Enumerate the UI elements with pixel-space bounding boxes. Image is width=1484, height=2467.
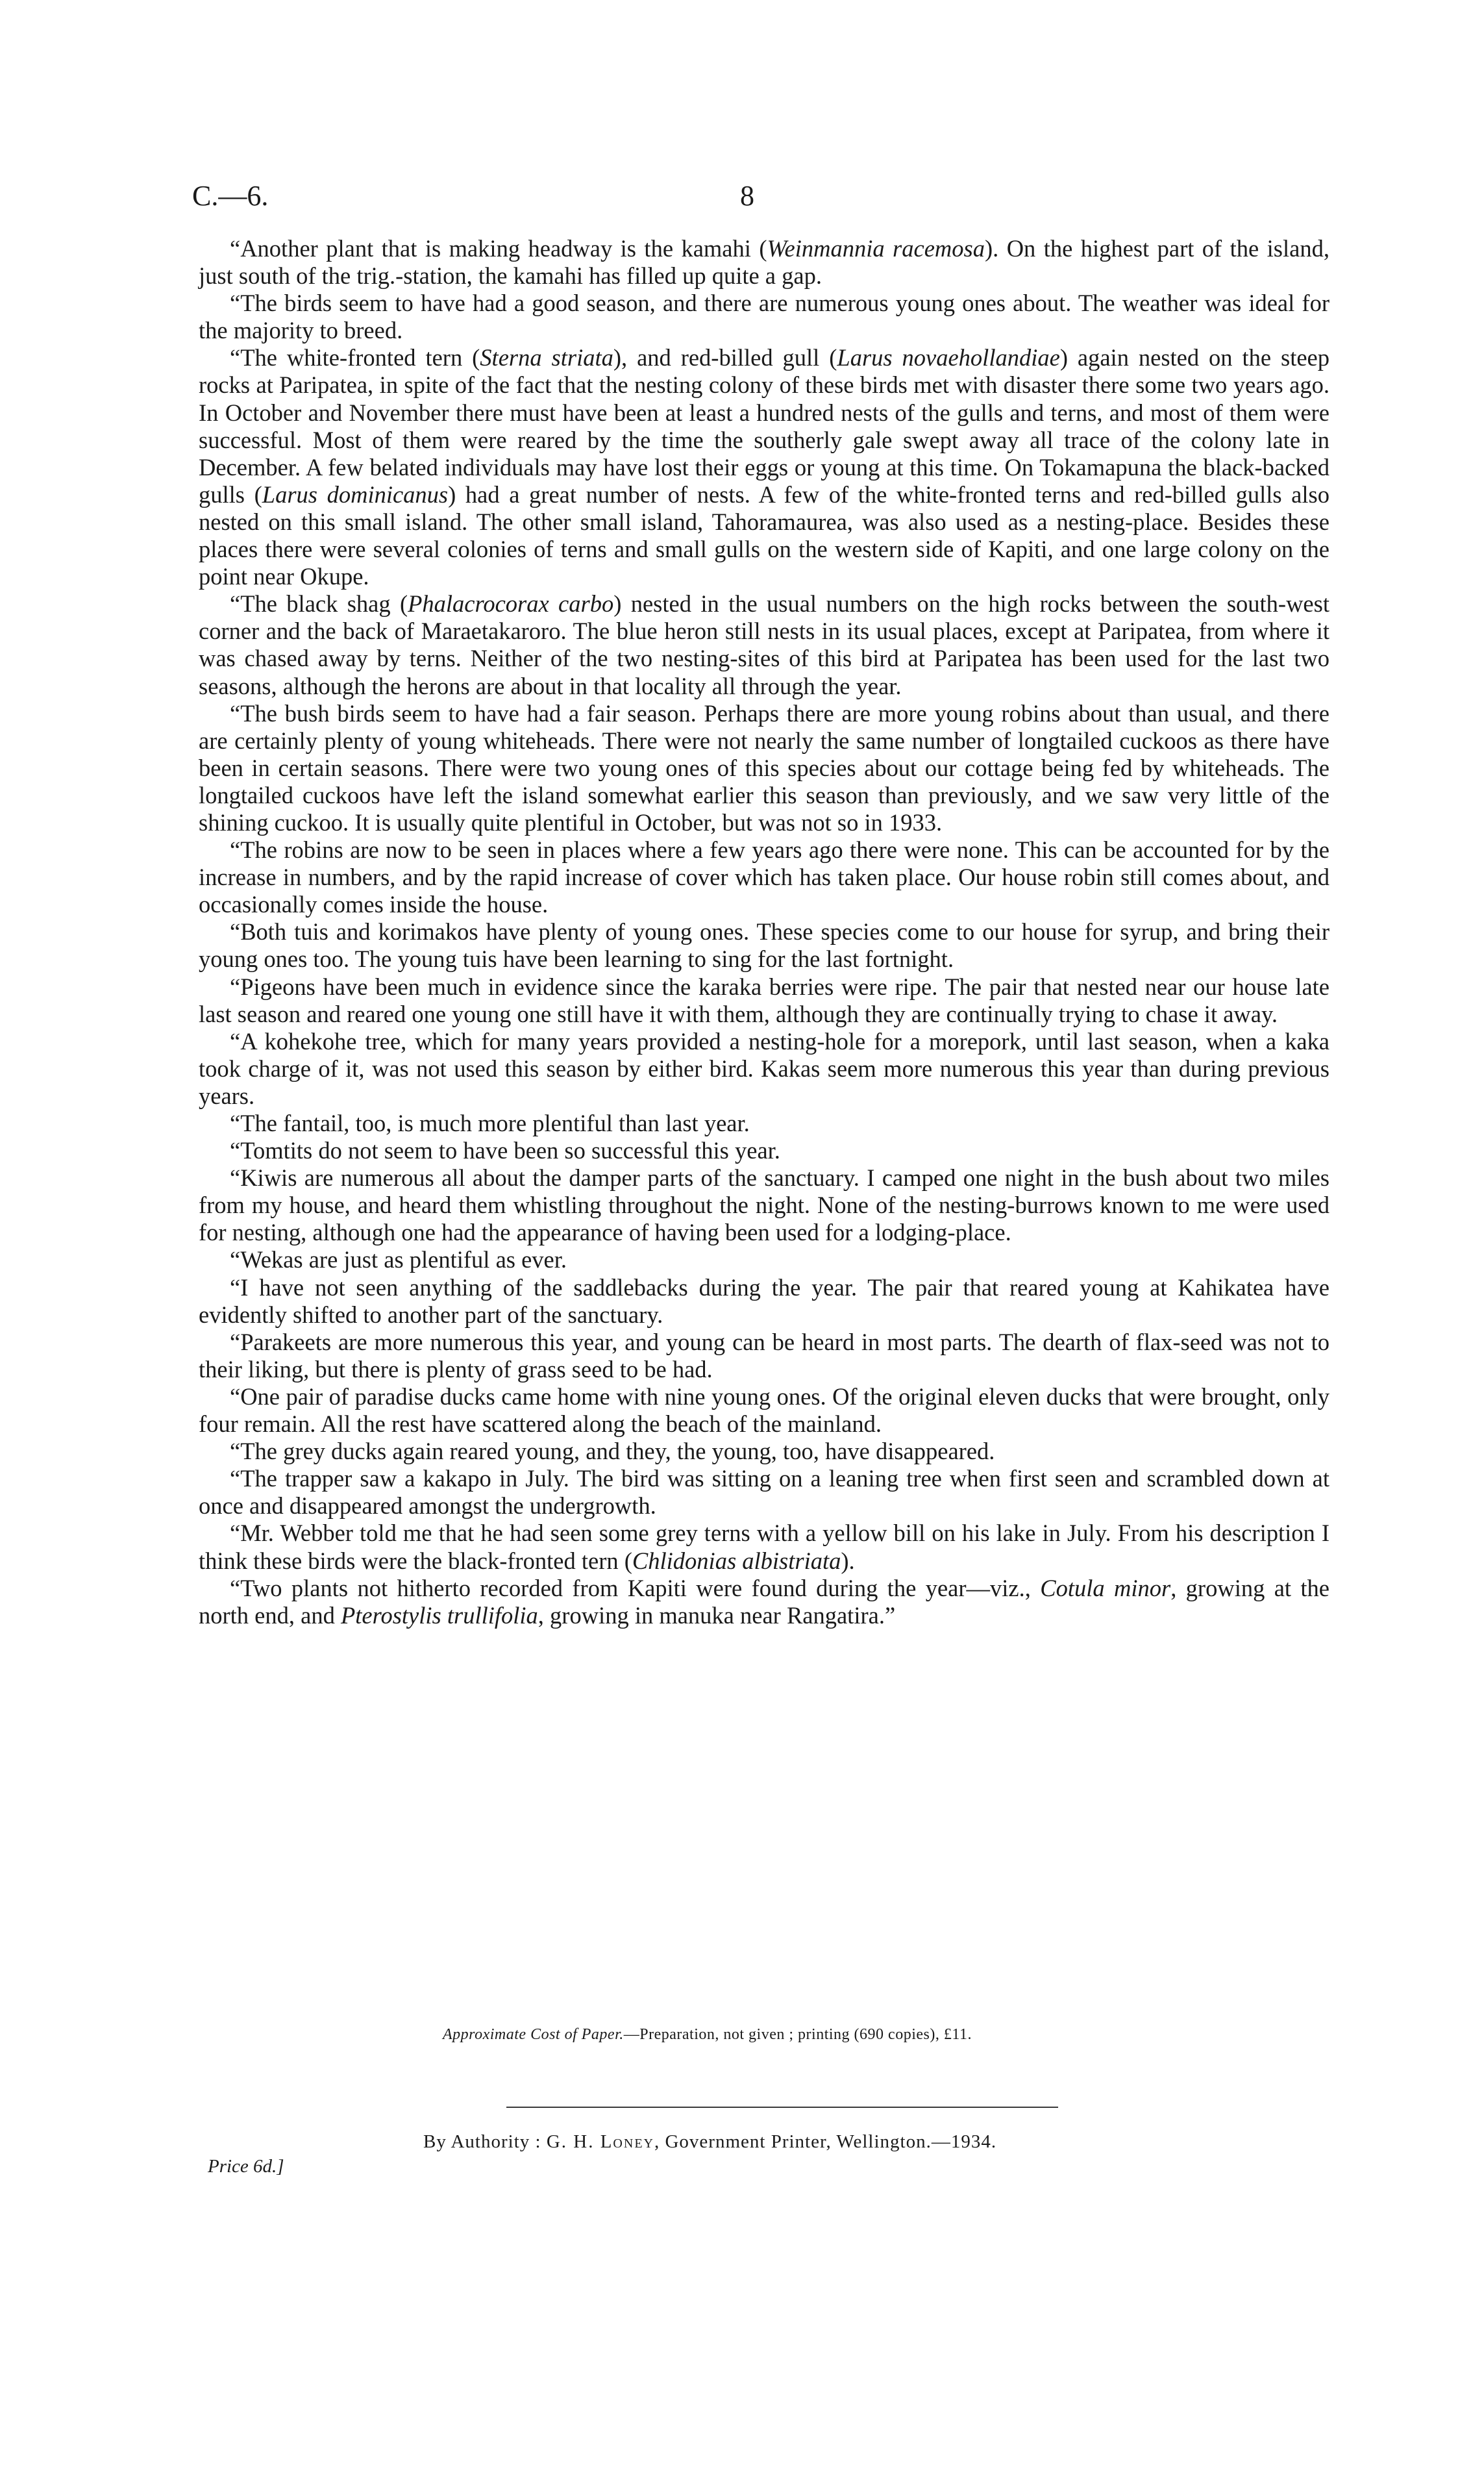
body-paragraph <box>199 1520 1329 1574</box>
paragraph-text: , growing in manuka near Rangatira.” <box>538 1601 896 1629</box>
body-paragraph <box>199 1164 1329 1246</box>
species-name: Sterna striata <box>480 344 613 371</box>
paragraph-text: “Parakeets are more numerous this year, and young can be heard in most parts. The dearth of flax-seed was not to their liking, but there is plenty of grass seed to be had. <box>199 1328 1329 1383</box>
parliamentary-paper-reference: C.—6. <box>192 180 269 212</box>
paragraph-text: “The grey ducks again reared young, and they, the young, too, have disappeared. <box>230 1438 995 1465</box>
report-body <box>199 235 1329 1629</box>
species-name: Chlidonias albistriata <box>632 1547 841 1574</box>
species-name: Larus novaehollandiae <box>837 344 1060 371</box>
paragraph-text: “Pigeons have been much in evidence since the karaka berries were ripe. The pair that nested near our house late last season and reared one young one still have it with them, although they are continually trying to chase it away. <box>199 973 1329 1027</box>
paragraph-text: “The birds seem to have had a good season, and there are numerous young ones about. The weather was ideal for the majority to breed. <box>199 290 1329 344</box>
paragraph-text: “Mr. Webber told me that he had seen some grey terns with a yellow bill on his lake in July. From his description I think these birds were the black-fronted tern ( <box>199 1520 1329 1574</box>
cost-of-paper-text: —Preparation, not given ; printing (690 copies), £11. <box>623 2026 972 2043</box>
paragraph-text: “Wekas are just as plentiful as ever. <box>230 1246 567 1273</box>
paragraph-text: , growing at the north end, and <box>199 1574 1329 1629</box>
body-paragraph <box>199 1575 1329 1629</box>
printer-imprint <box>423 2131 996 2153</box>
paragraph-text: “The white-fronted tern ( <box>230 344 480 371</box>
body-paragraph <box>199 235 1329 290</box>
printer-name: G. H. Loney <box>546 2131 654 2152</box>
cost-of-paper-note <box>443 2026 972 2044</box>
paragraph-text: “The bush birds seem to have had a fair season. Perhaps there are more young robins about than usual, and there are certainly plenty of young whiteheads. There were not nearly the same number of longtailed cuckoos as there have been in certain seasons. There were two young ones of this species about our cottage being fed by whiteheads. The longtailed cuckoos have left the island somewhat earlier this season than previously, and we saw very little of the shining cuckoo. It is usually quite plentiful in October, but was not so in 1933. <box>199 699 1329 836</box>
body-paragraph <box>199 973 1329 1028</box>
body-paragraph <box>199 918 1329 973</box>
body-paragraph <box>199 1246 1329 1273</box>
price-note: Price 6d.] <box>208 2156 284 2177</box>
body-paragraph <box>199 836 1329 918</box>
body-paragraph <box>199 1110 1329 1137</box>
paragraph-text: “A kohekohe tree, which for many years provided a nesting-hole for a morepork, until last season, when a kaka took charge of it, was not used this season by either bird. Kakas seem more numerous this year than during previous years. <box>199 1027 1329 1109</box>
paragraph-text: “The black shag ( <box>230 590 408 618</box>
paragraph-text: “Kiwis are numerous all about the damper parts of the sanctuary. I camped one night in the bush about two miles from my house, and heard them whistling throughout the night. None of the nesting-burrows known to me were used for nesting, although one had the appearance of having been used for a lodging-place. <box>199 1164 1329 1246</box>
paragraph-text: ) had a great number of nests. A few of the white-fronted terns and red-billed gulls also nested on this small island. The other small island, Tahoramaurea, was also used as a nesting-place. Besides these places there were several colonies of terns and small gulls on the western side of Kapiti, and one large colony on the point near Okupe. <box>199 481 1329 590</box>
paragraph-text: “Another plant that is making headway is the kamahi ( <box>230 235 767 262</box>
body-paragraph <box>199 290 1329 344</box>
species-name: Phalacrocorax carbo <box>408 590 614 618</box>
paragraph-text: “Two plants not hitherto recorded from Kapiti were found during the year—viz., <box>230 1574 1041 1601</box>
paragraph-text: “Tomtits do not seem to have been so successful this year. <box>230 1137 780 1164</box>
body-paragraph <box>199 1274 1329 1329</box>
paragraph-text: “The robins are now to be seen in places where a few years ago there were none. This can be accounted for by the increase in numbers, and by the rapid increase of cover which has taken place. Our house robin still comes about, and occasionally comes inside the house. <box>199 836 1329 918</box>
footer-divider <box>506 2107 1058 2108</box>
authority-prefix: By Authority : <box>423 2131 541 2152</box>
body-paragraph <box>199 1137 1329 1164</box>
paragraph-text: ) again nested on the steep rocks at Paripatea, in spite of the fact that the nesting colony of these birds met with disaster there some two years ago. In October and November there must have been at least a hundred nests of the gulls and terns, and most of them were successful. Most of them were reared by the time the southerly gale swept away all trace of the colony late in December. A few belated individuals may have lost their eggs or young at this time. On Tokamapuna the black-backed gulls ( <box>199 344 1329 508</box>
species-name: Weinmannia racemosa <box>767 235 985 262</box>
paragraph-text: “The fantail, too, is much more plentiful than last year. <box>230 1110 750 1136</box>
paragraph-text: “I have not seen anything of the saddlebacks during the year. The pair that reared young at Kahikatea have evidently shifted to another part of the sanctuary. <box>199 1273 1329 1328</box>
species-name: Pterostylis trullifolia <box>340 1601 538 1629</box>
body-paragraph <box>199 344 1329 590</box>
cost-of-paper-label: Approximate Cost of Paper. <box>443 2026 624 2043</box>
paragraph-text: ). On the highest part of the island, just south of the trig.-station, the kamahi has filled up quite a gap. <box>199 235 1329 290</box>
body-paragraph <box>199 1465 1329 1520</box>
paragraph-text: ), and red-billed gull ( <box>613 344 837 371</box>
species-name: Cotula minor <box>1040 1574 1171 1601</box>
page-number: 8 <box>740 180 754 212</box>
authority-suffix: , Government Printer, Wellington.—1934. <box>654 2131 997 2152</box>
body-paragraph <box>199 1329 1329 1383</box>
body-paragraph <box>199 700 1329 836</box>
paragraph-text: ) nested in the usual numbers on the high rocks between the south-west corner and the back of Maraetakaroro. The blue heron still nests in its usual places, except at Paripatea, from where it was chased away by terns. Neither of the two nesting-sites of this bird at Paripatea has been used for the last two seasons, although the herons are about in that locality all through the year. <box>199 590 1329 699</box>
body-paragraph <box>199 1383 1329 1438</box>
paragraph-text: “Both tuis and korimakos have plenty of young ones. These species come to our house for syrup, and bring their young ones too. The young tuis have been learning to sing for the last fortnight. <box>199 918 1329 973</box>
body-paragraph <box>199 590 1329 699</box>
species-name: Larus dominicanus <box>262 481 449 508</box>
body-paragraph <box>199 1438 1329 1465</box>
paragraph-text: ). <box>841 1547 855 1574</box>
paragraph-text: “The trapper saw a kakapo in July. The bird was sitting on a leaning tree when first seen and scrambled down at once and disappeared amongst the undergrowth. <box>199 1465 1329 1520</box>
paragraph-text: “One pair of paradise ducks came home with nine young ones. Of the original eleven ducks that were brought, only four remain. All the rest have scattered along the beach of the mainland. <box>199 1383 1329 1438</box>
body-paragraph <box>199 1028 1329 1110</box>
